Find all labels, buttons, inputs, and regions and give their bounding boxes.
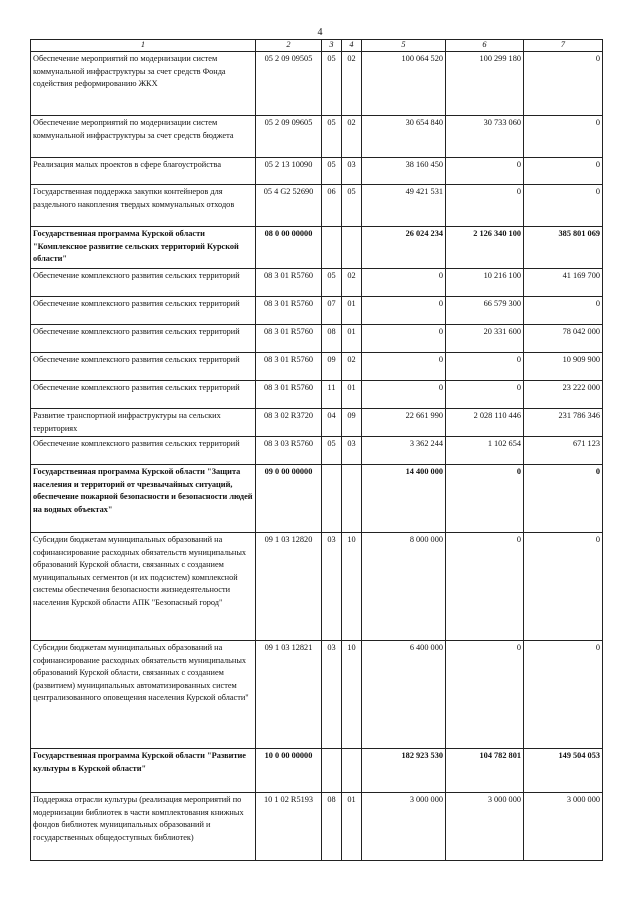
row-name: Субсидии бюджетам муниципальных образований на софинансирование расходных обязательств муниципальных образований Курской области, связанных с созданием муниципальных сегментов (и их подсистем) комплексной системы обеспечения безопасности жизнедеятельности населения Курской области АПК "Безопасный город"	[31, 533, 256, 641]
row-subsection	[342, 749, 362, 793]
table-row	[31, 116, 603, 158]
row-subsection: 03	[342, 437, 362, 465]
row-subsection: 03	[342, 158, 362, 185]
row-section	[322, 227, 342, 269]
row-value-3: 0	[524, 52, 603, 116]
row-value-3: 0	[524, 185, 603, 227]
row-section: 06	[322, 185, 342, 227]
row-section: 05	[322, 269, 342, 297]
row-value-2: 0	[446, 353, 524, 381]
row-section: 03	[322, 533, 342, 641]
row-section: 08	[322, 793, 342, 861]
row-value-1: 14 400 000	[362, 465, 446, 533]
table-row	[31, 227, 603, 269]
row-value-3: 385 801 069	[524, 227, 603, 269]
header-cell: 7	[524, 40, 603, 52]
row-value-2: 0	[446, 641, 524, 749]
table-row	[31, 325, 603, 353]
budget-table	[30, 39, 603, 861]
header-cell: 6	[446, 40, 524, 52]
table-row	[31, 437, 603, 465]
row-name: Государственная программа Курской области "Защита населения и территорий от чрезвычайных ситуаций, обеспечение пожарной безопасности и безопасности людей на водных объектах"	[31, 465, 256, 533]
row-name: Реализация малых проектов в сфере благоустройства	[31, 158, 256, 185]
row-value-1: 8 000 000	[362, 533, 446, 641]
table-row	[31, 158, 603, 185]
row-name: Обеспечение комплексного развития сельских территорий	[31, 325, 256, 353]
row-section: 09	[322, 353, 342, 381]
row-value-3: 231 786 346	[524, 409, 603, 437]
page-number: 4	[317, 27, 323, 38]
row-value-3: 0	[524, 533, 603, 641]
row-code: 08 3 03 R5760	[256, 437, 322, 465]
row-subsection: 02	[342, 116, 362, 158]
header-cell: 2	[256, 40, 322, 52]
row-value-1: 0	[362, 269, 446, 297]
header-cell: 3	[322, 40, 342, 52]
row-section: 07	[322, 297, 342, 325]
row-subsection: 10	[342, 533, 362, 641]
row-value-1: 3 362 244	[362, 437, 446, 465]
row-name: Государственная поддержка закупки контейнеров для раздельного накопления твердых коммунальных отходов	[31, 185, 256, 227]
row-value-3: 0	[524, 297, 603, 325]
row-value-1: 30 654 840	[362, 116, 446, 158]
row-name: Обеспечение комплексного развития сельских территорий	[31, 353, 256, 381]
row-name: Обеспечение мероприятий по модернизации систем коммунальной инфраструктуры за счет средств Фонда содействия реформированию ЖКХ	[31, 52, 256, 116]
row-subsection	[342, 465, 362, 533]
row-code: 08 3 01 R5760	[256, 325, 322, 353]
table-row	[31, 409, 603, 437]
row-name: Обеспечение комплексного развития сельских территорий	[31, 381, 256, 409]
row-value-3: 0	[524, 465, 603, 533]
row-value-2: 0	[446, 158, 524, 185]
table-row	[31, 52, 603, 116]
row-section: 05	[322, 437, 342, 465]
row-code: 08 3 01 R5760	[256, 269, 322, 297]
row-value-3: 78 042 000	[524, 325, 603, 353]
table-row	[31, 793, 603, 861]
row-name: Обеспечение комплексного развития сельских территорий	[31, 437, 256, 465]
row-value-2: 66 579 300	[446, 297, 524, 325]
row-name: Обеспечение комплексного развития сельских территорий	[31, 297, 256, 325]
row-value-3: 0	[524, 641, 603, 749]
table-row	[31, 185, 603, 227]
row-subsection: 02	[342, 269, 362, 297]
row-code: 05 2 09 09505	[256, 52, 322, 116]
row-code: 05 2 13 10090	[256, 158, 322, 185]
row-code: 08 3 02 R3720	[256, 409, 322, 437]
row-section: 11	[322, 381, 342, 409]
row-value-1: 38 160 450	[362, 158, 446, 185]
header-cell: 5	[362, 40, 446, 52]
row-value-3: 149 504 053	[524, 749, 603, 793]
table-row	[31, 353, 603, 381]
row-value-1: 6 400 000	[362, 641, 446, 749]
row-subsection: 01	[342, 325, 362, 353]
row-value-1: 22 661 990	[362, 409, 446, 437]
row-subsection: 01	[342, 381, 362, 409]
row-code: 05 4 G2 52690	[256, 185, 322, 227]
row-value-2: 100 299 180	[446, 52, 524, 116]
row-name: Поддержка отрасли культуры (реализация мероприятий по модернизации библиотек в части комплектования книжных фондов библиотек муниципальных образований и государственных общедоступных библиотек)	[31, 793, 256, 861]
table-row	[31, 749, 603, 793]
row-value-2: 104 782 801	[446, 749, 524, 793]
row-section: 05	[322, 158, 342, 185]
row-value-2: 2 028 110 446	[446, 409, 524, 437]
row-name: Государственная программа Курской области "Развитие культуры в Курской области"	[31, 749, 256, 793]
row-code: 10 0 00 00000	[256, 749, 322, 793]
row-value-2: 0	[446, 381, 524, 409]
row-code: 08 0 00 00000	[256, 227, 322, 269]
row-name: Развитие транспортной инфраструктуры на сельских территориях	[31, 409, 256, 437]
row-value-1: 26 024 234	[362, 227, 446, 269]
table-row	[31, 533, 603, 641]
row-name: Обеспечение комплексного развития сельских территорий	[31, 269, 256, 297]
row-section: 04	[322, 409, 342, 437]
table-row	[31, 297, 603, 325]
row-subsection: 01	[342, 297, 362, 325]
row-value-3: 671 123	[524, 437, 603, 465]
row-value-3: 3 000 000	[524, 793, 603, 861]
row-value-3: 0	[524, 116, 603, 158]
row-value-2: 0	[446, 185, 524, 227]
row-value-1: 0	[362, 325, 446, 353]
table-row	[31, 465, 603, 533]
row-value-1: 0	[362, 353, 446, 381]
row-value-1: 3 000 000	[362, 793, 446, 861]
row-section: 05	[322, 52, 342, 116]
row-code: 09 1 03 12821	[256, 641, 322, 749]
row-value-1: 0	[362, 381, 446, 409]
row-name: Государственная программа Курской области "Комплексное развитие сельских территорий Курской области"	[31, 227, 256, 269]
header-cell: 1	[31, 40, 256, 52]
row-value-1: 182 923 530	[362, 749, 446, 793]
row-section: 08	[322, 325, 342, 353]
row-section: 05	[322, 116, 342, 158]
row-section: 03	[322, 641, 342, 749]
row-value-2: 3 000 000	[446, 793, 524, 861]
row-value-2: 0	[446, 533, 524, 641]
row-code: 08 3 01 R5760	[256, 297, 322, 325]
table-row	[31, 381, 603, 409]
row-code: 08 3 01 R5760	[256, 353, 322, 381]
row-subsection: 10	[342, 641, 362, 749]
row-value-2: 10 216 100	[446, 269, 524, 297]
row-value-2: 30 733 060	[446, 116, 524, 158]
table-row	[31, 641, 603, 749]
row-value-2: 2 126 340 100	[446, 227, 524, 269]
row-value-1: 100 064 520	[362, 52, 446, 116]
row-subsection: 02	[342, 353, 362, 381]
row-section	[322, 749, 342, 793]
row-subsection: 01	[342, 793, 362, 861]
row-subsection	[342, 227, 362, 269]
row-value-1: 0	[362, 297, 446, 325]
row-subsection: 05	[342, 185, 362, 227]
row-value-2: 1 102 654	[446, 437, 524, 465]
row-subsection: 09	[342, 409, 362, 437]
row-code: 09 1 03 12820	[256, 533, 322, 641]
row-value-3: 10 909 900	[524, 353, 603, 381]
row-section	[322, 465, 342, 533]
row-value-2: 20 331 600	[446, 325, 524, 353]
row-code: 09 0 00 00000	[256, 465, 322, 533]
header-cell: 4	[342, 40, 362, 52]
table-row	[31, 269, 603, 297]
row-code: 10 1 02 R5193	[256, 793, 322, 861]
row-subsection: 02	[342, 52, 362, 116]
row-name: Субсидии бюджетам муниципальных образований на софинансирование расходных обязательств муниципальных образований Курской области, связанных с созданием (развитием) муниципальных автоматизированных систем централизованного оповещения населения Курской области"	[31, 641, 256, 749]
row-value-3: 41 169 700	[524, 269, 603, 297]
row-code: 05 2 09 09605	[256, 116, 322, 158]
row-value-2: 0	[446, 465, 524, 533]
row-value-1: 49 421 531	[362, 185, 446, 227]
row-value-3: 0	[524, 158, 603, 185]
row-code: 08 3 01 R5760	[256, 381, 322, 409]
row-name: Обеспечение мероприятий по модернизации систем коммунальной инфраструктуры за счет средств бюджета	[31, 116, 256, 158]
row-value-3: 23 222 000	[524, 381, 603, 409]
header-row	[31, 40, 603, 52]
